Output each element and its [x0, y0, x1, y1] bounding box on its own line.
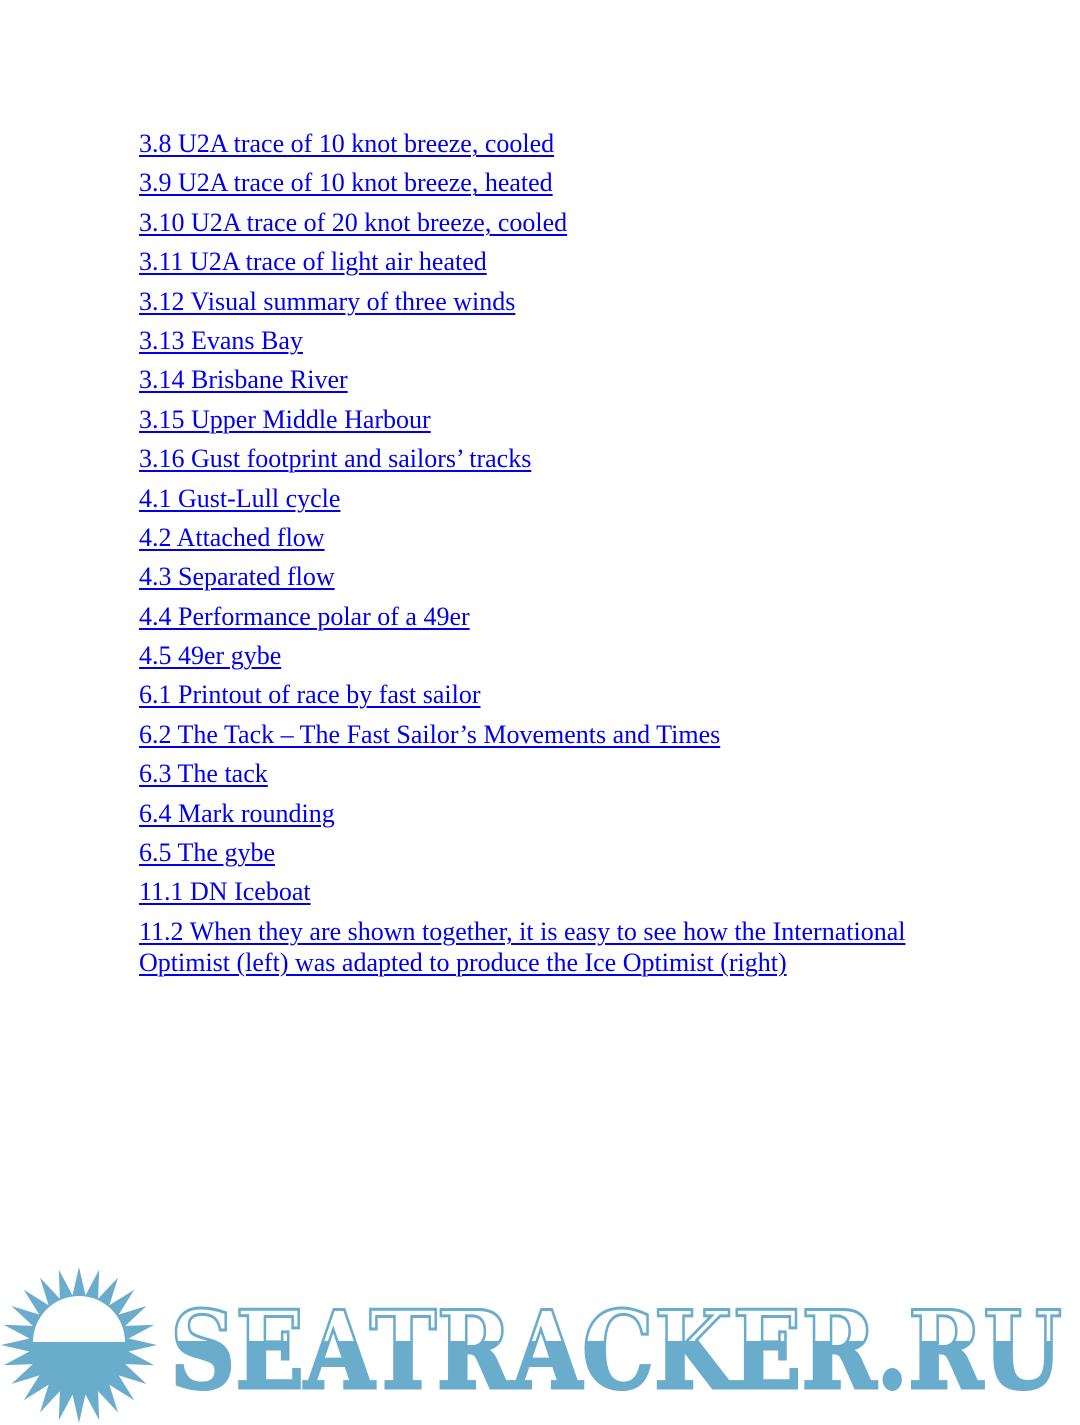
toc-entry	[139, 364, 959, 395]
toc-link-4-4[interactable]: 4.4 Performance polar of a 49er	[139, 601, 470, 631]
toc-link-4-2[interactable]: 4.2 Attached flow	[139, 522, 325, 552]
toc-link-3-10[interactable]: 3.10 U2A trace of 20 knot breeze, cooled	[139, 207, 568, 237]
toc-entry	[139, 522, 959, 553]
sun-icon	[1, 1267, 157, 1423]
toc-link-3-9[interactable]: 3.9 U2A trace of 10 knot breeze, heated	[139, 168, 553, 198]
toc-entry	[139, 916, 959, 978]
toc-entry	[139, 128, 959, 159]
toc-entry	[139, 483, 959, 514]
toc-entry	[139, 798, 959, 829]
toc-link-6-1[interactable]: 6.1 Printout of race by fast sailor	[139, 680, 481, 710]
toc-link-6-5[interactable]: 6.5 The gybe	[139, 838, 275, 868]
toc-entry	[139, 404, 959, 435]
toc-entry	[139, 207, 959, 238]
toc-entry	[139, 325, 959, 356]
toc-link-11-2[interactable]: 11.2 When they are shown together, it is easy to see how the International Optimist (left) was adapted to produce the Ice Optimist (right)	[139, 916, 906, 977]
toc-list	[139, 128, 959, 986]
toc-link-4-1[interactable]: 4.1 Gust-Lull cycle	[139, 483, 341, 513]
toc-entry	[139, 640, 959, 671]
toc-link-3-12[interactable]: 3.12 Visual summary of three winds	[139, 286, 516, 316]
toc-entry	[139, 443, 959, 474]
toc-link-6-4[interactable]: 6.4 Mark rounding	[139, 798, 335, 828]
toc-entry	[139, 876, 959, 907]
toc-link-3-13[interactable]: 3.13 Evans Bay	[139, 325, 303, 355]
toc-link-4-3[interactable]: 4.3 Separated flow	[139, 562, 335, 592]
toc-entry	[139, 758, 959, 789]
watermark-logo	[0, 1262, 1080, 1425]
toc-link-3-16[interactable]: 3.16 Gust footprint and sailors’ tracks	[139, 444, 532, 474]
toc-link-6-2[interactable]: 6.2 The Tack – The Fast Sailor’s Movements and Times	[139, 719, 721, 749]
toc-entry	[139, 246, 959, 277]
toc-link-6-3[interactable]: 6.3 The tack	[139, 759, 268, 789]
toc-link-3-11[interactable]: 3.11 U2A trace of light air heated	[139, 247, 487, 277]
toc-link-11-1[interactable]: 11.1 DN Iceboat	[139, 877, 311, 907]
toc-entry	[139, 601, 959, 632]
toc-entry	[139, 837, 959, 868]
toc-link-4-5[interactable]: 4.5 49er gybe	[139, 641, 282, 671]
toc-link-3-14[interactable]: 3.14 Brisbane River	[139, 365, 348, 395]
toc-entry	[139, 719, 959, 750]
toc-entry	[139, 679, 959, 710]
toc-entry	[139, 286, 959, 317]
watermark-text: SEATRACKER.RU	[170, 1288, 1062, 1414]
toc-entry	[139, 561, 959, 592]
toc-link-3-15[interactable]: 3.15 Upper Middle Harbour	[139, 404, 431, 434]
toc-entry	[139, 167, 959, 198]
toc-link-3-8[interactable]: 3.8 U2A trace of 10 knot breeze, cooled	[139, 129, 555, 158]
